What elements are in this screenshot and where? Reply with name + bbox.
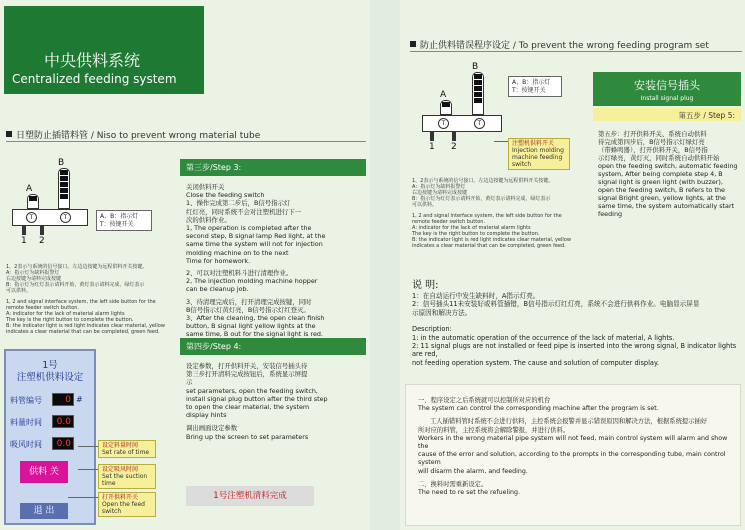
feed-settings-panel: [4, 349, 96, 525]
t-key-left-icon: T: [26, 212, 37, 223]
t-key-right-icon: T: [60, 212, 71, 223]
switch-diagram-left: [8, 152, 168, 252]
section-rule: [410, 51, 742, 52]
explain-body: 1：在自动运行中发生缺料时，A指示灯亮。 2：信号插头11未安装好或料管插错，B信号指示灯红灯亮，系统不会进行供料作业。电脑显示屏显 示原因和解决方法。 Description: 1: in the automatic operation of the occurrence of the lack of material, A lights. 2: 11 signal plugs are not installed or feed pipe is inserted into the wrong signal, B indicator lights are red, not feeding operation system. The cause and solution of computer display.: [412, 292, 737, 367]
lamp-b-icon: [58, 168, 70, 209]
lamp-a-label: A: [440, 90, 447, 100]
exit-button[interactable]: 退 出: [20, 503, 68, 519]
install-plug-banner: [593, 72, 741, 106]
title-banner: [4, 6, 204, 94]
lamp-a-icon: [27, 194, 39, 209]
plug-pin-1: [430, 132, 434, 141]
step5-header: 第五步 / Step 5:: [593, 108, 741, 121]
material-time-field[interactable]: 0.0: [52, 415, 74, 428]
legend-ab: A、B：指示灯: [100, 213, 139, 220]
section-rule: [6, 141, 366, 142]
switch-bar: [12, 209, 88, 226]
material-time-label: 料量时间: [10, 418, 42, 427]
section-left-cn: 日塑防止插错料管: [16, 131, 89, 141]
plug-pin-1: [22, 226, 26, 235]
page-divider: [370, 0, 400, 530]
note-body: 一、程序设定之后系统就可以控制所对应的机台 The system can control the corresponding machine after the program is set. 工人插错料管时系统不会进行供料，主控系统会报警并显示错误原因和解决方法，根据系统提示插好 所对应的料管，主控系统将会解除警报，并进行供料。 Workers in the wrong material pipe system will not feed, main control system will alarm and show the cause of the error and solution, according to the prompts in the corresponding tube, main control system will disarm the alarm, and feeding. 二、换料时需重新设定。 The need to re set the refueling.: [418, 397, 728, 497]
plug-pin-2: [40, 226, 44, 235]
bullet-square-icon: [6, 131, 12, 137]
step4-header: 第四步/Step 4:: [180, 338, 366, 355]
lamp-a-icon: [440, 100, 452, 115]
switch-diagram-right: [412, 58, 592, 173]
lamp-b-label: B: [472, 62, 479, 72]
port-1-label: 1: [429, 142, 435, 152]
step5-body: 第五步：打开供料开关、系统自动供料 待完成第四步后，B信号指示灯绿灯亮 （带蜂鸣器），打开供料开关，B信号指 示灯绿亮，黄灯灭，同时系统自动供料开始 open the feeding switch, automatic feeding system, After being complete step 4, B signal light is green light (with buzzer), open the feeding switch, B refers to the signal Bright green, yellow lights, at the same time, the system automatically start feeding: [598, 130, 738, 218]
t-key-right-icon: T: [474, 118, 485, 129]
step4-body: 设定参数，打开供料开关，安装信号插头待 第三步打开清料完成按钮后，系统显示屏提 示 set parameters, open the feeding switch, install signal plug button after the third step to open the clear material, the system display hints 调出画面设定参数 Bring up the screen to set parameters: [186, 362, 328, 441]
legend-t: T：按键开关: [512, 86, 546, 94]
t-key-left-icon: T: [438, 118, 449, 129]
section-left-en: / Niso to prevent wrong material tube: [90, 131, 261, 141]
tube-number-suffix: #: [76, 395, 83, 404]
title-cn: 中央供料系统: [44, 51, 141, 70]
injection-leader: [494, 141, 508, 142]
lamp-a-label: A: [26, 184, 33, 194]
note-box: [405, 384, 741, 526]
lamp-b-icon: [472, 72, 484, 115]
step3-header: 第三步/Step 3:: [180, 159, 366, 176]
section-title-left: [6, 128, 260, 141]
bullet-square-icon: [410, 41, 416, 47]
install-title-en: Install signal plug: [640, 95, 694, 102]
callout-open-feed-switch: 打开供料开关 Open the feed switch: [98, 492, 156, 517]
clear-complete-message: 1号注塑机清料完成: [186, 486, 314, 506]
callout-set-suction-time: 设定吸风时间 Set the suction time: [98, 464, 156, 489]
section-title-right: [410, 38, 709, 51]
port-1-label: 1: [21, 236, 27, 246]
switch-bar: [422, 115, 502, 132]
injection-switch-callout: 注塑机供料开关 Injection molding machine feeding switch: [508, 138, 570, 170]
tube-number-field[interactable]: 0: [52, 393, 74, 406]
right-notes: 1、2表示与系统的信号接口。左边边按键为远程供料开关按键。 A：指示灯为缺料报警灯 右边按键为请料完成按键 B：指示灯为红灯表示请料开始，黄灯表示请料完成，绿灯表示 可以供料。 1, 2 and signal interface system, the left side button for the remote feeder switch button. A: indicator for the lack of material alarm lights The key is the right button to complete the button. B: the indicator light is red light indicates clear material, yellow indicates a clear material that can be completed, green feed.: [412, 178, 571, 249]
callout1-leader: [78, 446, 98, 447]
explain-title: 说 明:: [412, 280, 439, 291]
callout-set-material-time: 设定料量时间 Set rate of time: [98, 440, 156, 458]
port-2-label: 2: [39, 236, 45, 246]
callout3-leader: [68, 497, 98, 498]
left-notes: 1、2表示与系统的信号接口。左边边按键为远程供料开关按键。 A：指示灯为缺料报警灯 右边按键为请料完成按键 B：指示灯为红灯表示请料开始，黄灯表示请料完成，绿灯表示 可以供料。 1, 2 and signal interface system, the left side button for the remote feeder switch button. A: indicator for the lack of material alarm lights The key is the right button to complete the button. B: the indicator light is red light indicates clear material, yellow indicates a clear material that can be completed, green feed.: [6, 264, 165, 335]
legend-box: [508, 76, 562, 97]
section-right-cn: 防止供料错误程序设定: [420, 41, 511, 51]
lamp-b-label: B: [58, 158, 65, 168]
section-right-en: / To prevent the wrong feeding program set: [512, 41, 709, 51]
plug-pin-2: [452, 132, 456, 141]
install-title-cn: 安装信号插头: [634, 79, 700, 92]
legend-t: T：按键开关: [100, 220, 134, 228]
panel-title-line2: 注塑机供料设定: [16, 372, 84, 383]
step3-body: 关闭供料开关 Close the feeding switch 1、操作完成第二步后，B信号指示灯 红灯亮，同时系统不会对注塑机进行下一 次的供料作业。 1, The operation is completed after the second step, B signal lamp Red light, at the same time the system will not for injection molding machine on to the next Time for homework. 2、可以对注塑机料斗进行清理作业。 2, The injection molding machine hopper can be cleanup job. 3、待清理完成后，打开清理完成按键，同时 B信号指示灯黄灯亮，B信号指示灯红登灭。 3、After the cleaning, the open clean finish button, B signal light yellow lights at the same time, B out for the signal light is red.: [186, 183, 326, 339]
callout2-leader: [78, 469, 98, 470]
port-2-label: 2: [451, 142, 457, 152]
suction-time-label: 吸风时间: [10, 440, 42, 449]
feed-toggle-button[interactable]: 供料 关: [20, 461, 68, 483]
suction-time-field[interactable]: 0.0: [52, 437, 74, 450]
title-en: Centralized feeding system: [12, 72, 177, 86]
legend-ab: A、B：指示灯: [512, 79, 551, 86]
legend-box: [96, 210, 152, 231]
tube-number-label: 料管编号: [10, 396, 42, 405]
panel-title-line1: 1号: [42, 360, 58, 371]
